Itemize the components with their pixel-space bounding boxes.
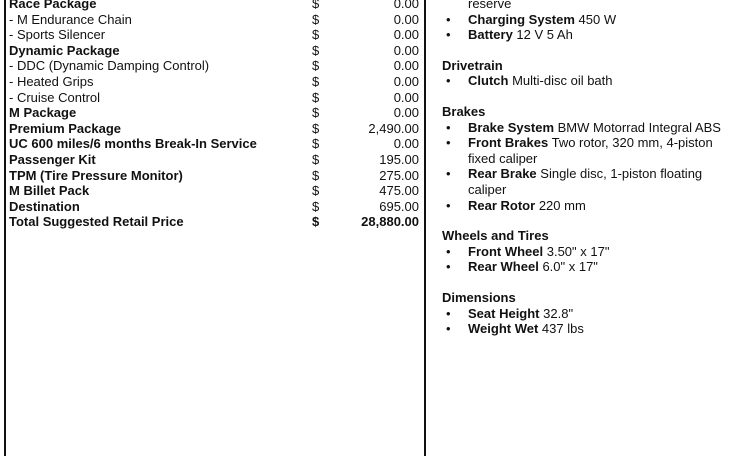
price-item-label: TPM (Tire Pressure Monitor) (9, 167, 183, 183)
price-row (9, 58, 419, 74)
currency-symbol: $ (312, 214, 320, 230)
spec-item-front-wheel: • Front Wheel 3.50" x 17" (446, 243, 610, 259)
bullet-icon: • (446, 11, 451, 27)
section-title-drivetrain: Drivetrain (442, 57, 503, 73)
currency-symbol: $ (312, 120, 320, 136)
price-row (9, 74, 419, 90)
spec-item-seat-height: • Seat Height 32.8" (446, 305, 574, 321)
spec-item-rear-rotor: • Rear Rotor 220 mm (446, 197, 586, 213)
price-amount: 0.00 (393, 105, 419, 121)
price-amount: 195.00 (379, 151, 419, 167)
dimensions-list (442, 306, 740, 337)
currency-symbol: $ (312, 198, 320, 214)
price-amount: 695.00 (379, 198, 419, 214)
price-amount: 275.00 (379, 167, 419, 183)
price-item-label: - M Endurance Chain (9, 11, 132, 27)
section-title-wheels: Wheels and Tires (442, 228, 549, 244)
price-amount: 0.00 (393, 73, 419, 89)
price-amount: 0.00 (393, 58, 419, 74)
spec-item-rear-wheel: • Rear Wheel 6.0" x 17" (446, 259, 598, 275)
price-list (9, 0, 419, 230)
price-amount: 28,880.00 (361, 214, 419, 230)
bullet-icon: • (446, 305, 451, 321)
currency-symbol: $ (312, 183, 320, 199)
wheels-list (442, 244, 740, 275)
spec-item-charging-system: • Charging System 450 W (446, 11, 617, 27)
price-row (9, 90, 419, 106)
middle-divider-line (424, 0, 426, 456)
spec-item-front-brakes: • Front Brakes Two rotor, 320 mm, 4-piston (446, 135, 713, 151)
spec-item-front-brakes-cont: fixed caliper (468, 150, 538, 166)
price-item-label: Destination (9, 198, 80, 214)
bullet-icon: • (446, 197, 451, 213)
spec-item-battery: • Battery 12 V 5 Ah (446, 27, 573, 43)
currency-symbol: $ (312, 136, 320, 152)
spec-item-rear-brake-cont: caliper (468, 181, 507, 197)
price-row (9, 0, 419, 12)
price-item-label: Race Package (9, 0, 97, 11)
price-amount: 0.00 (393, 0, 419, 11)
section-title-brakes: Brakes (442, 103, 486, 119)
spec-item-rear-brake: • Rear Brake Single disc, 1-piston floating (446, 166, 703, 182)
bullet-icon: • (446, 259, 451, 275)
price-item-label: Dynamic Package (9, 42, 120, 58)
price-item-label: Total Suggested Retail Price (9, 214, 184, 230)
price-amount: 0.00 (393, 11, 419, 27)
currency-symbol: $ (312, 167, 320, 183)
price-item-label: M Billet Pack (9, 183, 90, 199)
price-item-label: - Sports Silencer (9, 27, 106, 43)
price-row (9, 199, 419, 215)
price-row (9, 105, 419, 121)
price-amount: 0.00 (393, 89, 419, 105)
price-item-label: - Cruise Control (9, 89, 101, 105)
bullet-icon: • (446, 119, 451, 135)
currency-symbol: $ (312, 89, 320, 105)
brakes-list (442, 120, 740, 214)
left-border-line (4, 0, 6, 456)
currency-symbol: $ (312, 42, 320, 58)
price-amount: 0.00 (393, 27, 419, 43)
drivetrain-list (442, 73, 740, 89)
currency-symbol: $ (312, 0, 320, 11)
price-row (9, 152, 419, 168)
bullet-icon: • (446, 166, 451, 182)
currency-symbol: $ (312, 27, 320, 43)
currency-symbol: $ (312, 58, 320, 74)
spec-continuation-text: reserve (468, 0, 512, 11)
price-item-label: - Heated Grips (9, 73, 94, 89)
currency-symbol: $ (312, 151, 320, 167)
price-row (9, 43, 419, 59)
section-title-dimensions: Dimensions (442, 289, 516, 305)
price-amount: 0.00 (393, 136, 419, 152)
price-item-label: Passenger Kit (9, 151, 96, 167)
price-item-label: M Package (9, 105, 77, 121)
bullet-icon: • (446, 135, 451, 151)
price-row (9, 168, 419, 184)
bullet-icon: • (446, 243, 451, 259)
price-amount: 2,490.00 (368, 120, 419, 136)
price-row (9, 183, 419, 199)
bullet-icon: • (446, 27, 451, 43)
price-amount: 0.00 (393, 42, 419, 58)
price-item-label: Premium Package (9, 120, 122, 136)
price-item-label: UC 600 miles/6 months Break-In Service (9, 136, 257, 152)
bullet-icon: • (446, 321, 451, 337)
price-row (9, 27, 419, 43)
specifications-panel (442, 0, 740, 337)
currency-symbol: $ (312, 73, 320, 89)
currency-symbol: $ (312, 11, 320, 27)
bullet-icon: • (446, 73, 451, 89)
spec-item-weight-wet: • Weight Wet 437 lbs (446, 321, 584, 337)
electrical-list (442, 12, 740, 43)
price-row (9, 12, 419, 28)
total-price-row (9, 214, 419, 230)
price-item-label: - DDC (Dynamic Damping Control) (9, 58, 210, 74)
price-row (9, 136, 419, 152)
spec-item-brake-system: • Brake System BMW Motorrad Integral ABS (446, 119, 721, 135)
currency-symbol: $ (312, 105, 320, 121)
price-amount: 475.00 (379, 183, 419, 199)
spec-item-clutch: • Clutch Multi-disc oil bath (446, 73, 613, 89)
price-row (9, 121, 419, 137)
